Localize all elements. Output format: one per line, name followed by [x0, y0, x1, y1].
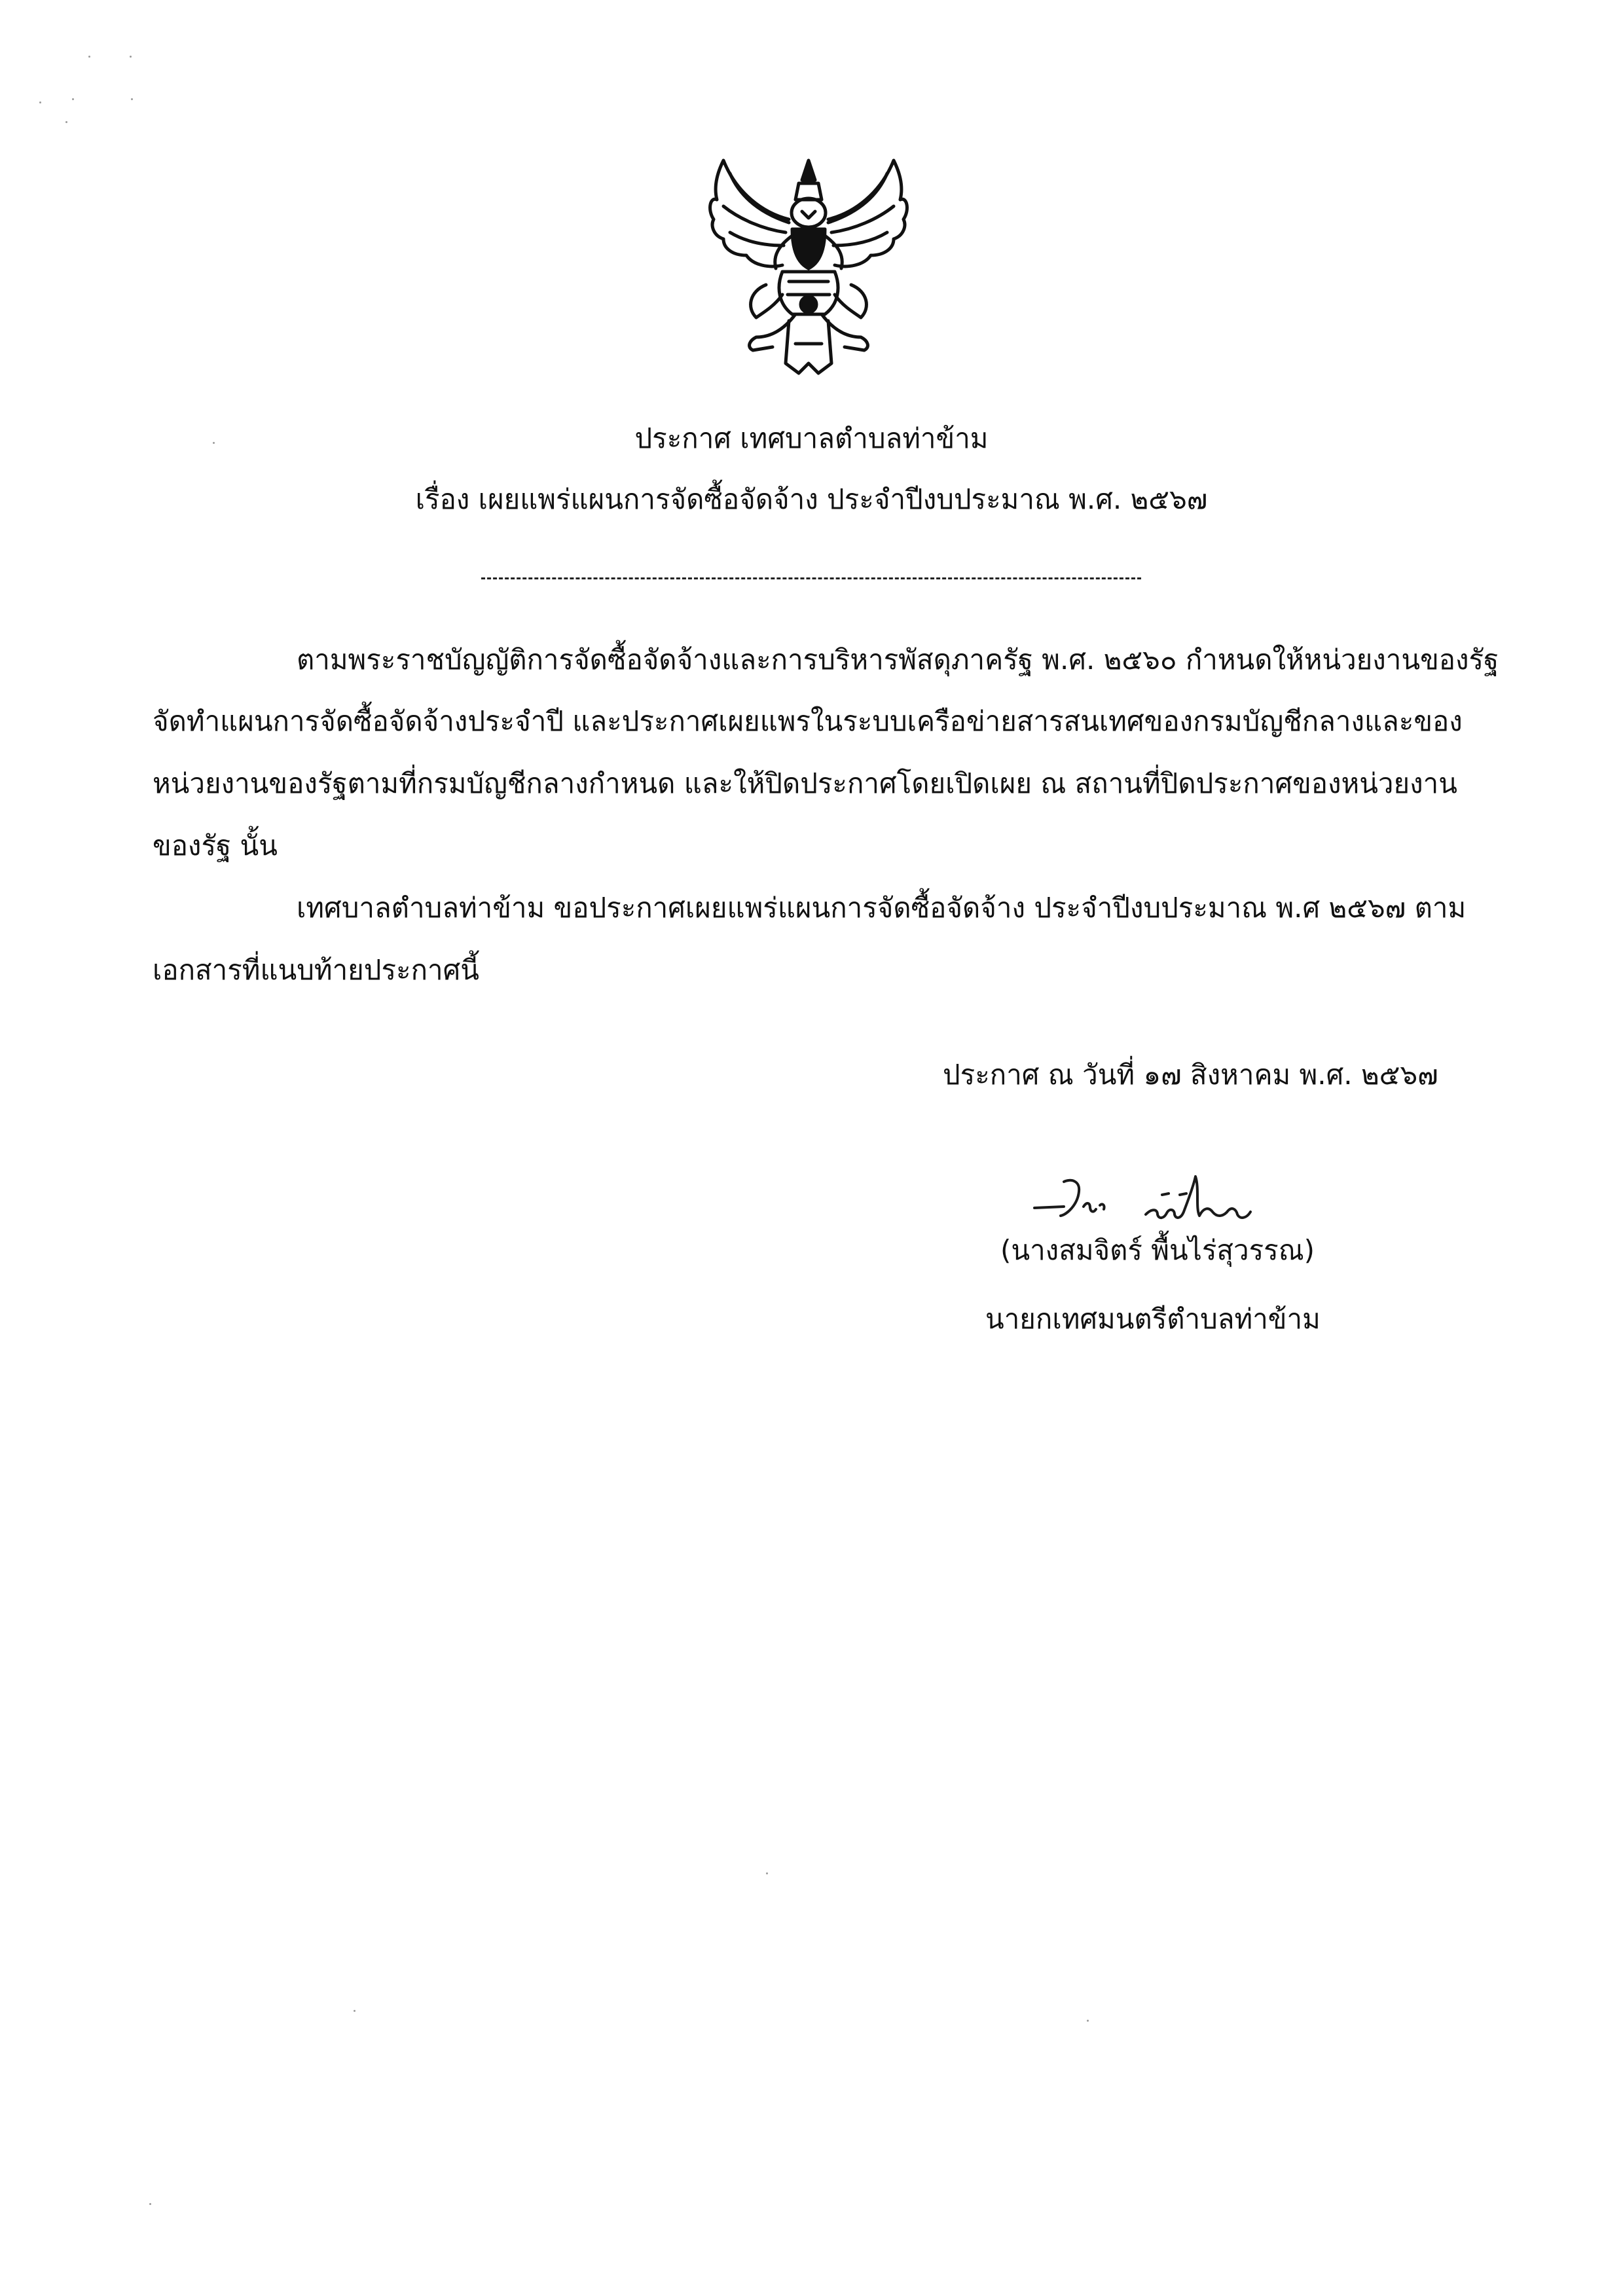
scan-speck [39, 101, 41, 103]
paragraph-2-line: เอกสารที่แนบท้ายประกาศนี้ [153, 954, 479, 986]
scan-speck [131, 98, 133, 100]
paragraph-1-line: จัดทำแผนการจัดซื้อจัดจ้างประจำปี และประกาศเผยแพรในระบบเครือข่ายสารสนเทศของกรมบัญชีกลางและของ [153, 705, 1463, 737]
scan-speck [65, 121, 67, 123]
scan-speck [149, 2203, 151, 2205]
scan-speck [72, 98, 74, 100]
scan-speck [130, 56, 132, 58]
scan-speck [354, 2010, 356, 2012]
handwritten-signature [1028, 1169, 1303, 1241]
announcement-subject: เรื่อง เผยแพร่แผนการจัดซื้อจัดจ้าง ประจำปีงบประมาณ พ.ศ. ๒๕๖๗ [415, 483, 1208, 515]
paragraph-1-line: ของรัฐ นั้น [153, 829, 278, 862]
paragraph-1-line: ตามพระราชบัญญัติการจัดซื้อจัดจ้างและการบริหารพัสดุภาครัฐ พ.ศ. ๒๕๖๐ กำหนดให้หน่วยงานของรัฐ [297, 644, 1499, 676]
scan-speck [1087, 2020, 1089, 2022]
dashed-divider [481, 577, 1141, 579]
signer-name: (นางสมจิตร์ พื้นไร่สุวรรณ) [1000, 1234, 1315, 1266]
garuda-emblem-icon [704, 147, 913, 380]
paragraph-2-line: เทศบาลตำบลท่าข้าม ขอประกาศเผยแพร่แผนการจัดซื้อจัดจ้าง ประจำปีงบประมาณ พ.ศ ๒๕๖๗ ตาม [297, 892, 1467, 924]
scan-speck [88, 56, 90, 58]
announcement-dateline: ประกาศ ณ วันที่ ๑๗ สิงหาคม พ.ศ. ๒๕๖๗ [943, 1059, 1438, 1091]
scan-speck [766, 1872, 768, 1874]
announcement-title: ประกาศ เทศบาลตำบลท่าข้าม [634, 422, 989, 454]
paragraph-1-line: หน่วยงานของรัฐตามที่กรมบัญชีกลางกำหนด และให้ปิดประกาศโดยเปิดเผย ณ สถานที่ปิดประกาศของหน่วยงาน [153, 767, 1457, 799]
signer-position: นายกเทศมนตรีตำบลท่าข้าม [985, 1303, 1321, 1335]
